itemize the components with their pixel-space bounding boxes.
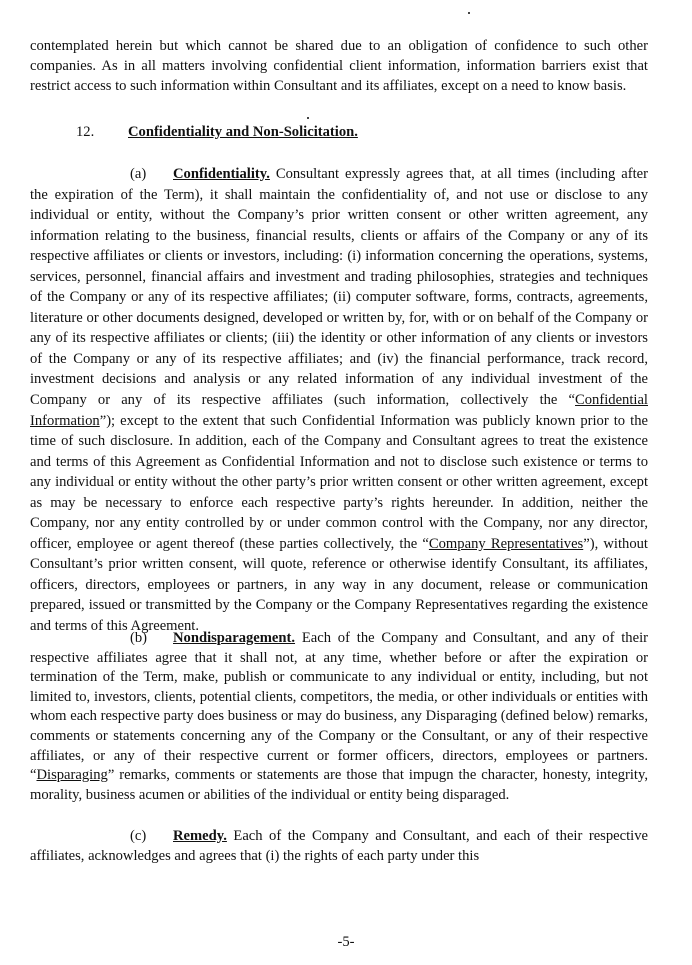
paragraph-c-heading: Remedy. xyxy=(173,828,227,844)
defined-term: Disparaging xyxy=(36,767,108,784)
page-number: -5- xyxy=(337,934,355,950)
paragraph-a-text: ”); except to the extent that such Confidential Information was publicly known prior to the time of such disclosure. In addition, each of the Company and Consultant agrees to treat the existence and terms of this Agreement as Confidential Information and not to disclose such existence or terms to any individual or entity without the other party’s prior written consent or other written agreement, except as may be necessary to enforce each respective party’s rights hereunder. In addition, neither the Company, nor any entity controlled by or under common control with the Company, nor any director, officer, employee or agent thereof (these parties collectively, the “ xyxy=(30,412,648,552)
paragraph-a-label: (a) xyxy=(130,166,147,182)
paragraph-a-text: Consultant expressly agrees that, at all times (including after the expiration of the Term), it shall maintain the confidentiality of, and not use or disclose to any individual or entity, without the Company’s prior written consent or other written agreement, any information relating to the business, financial results, clients or affairs of the Company or any of its respective affiliates or clients or investors, including: (i) information concerning the operations, systems, services, personnel, financial affairs and investment and trading philosophies, strategies and techniques of the Company or any of its respective affiliates; (ii) computer software, forms, contracts, agreements, literature or other documents designed, developed or written by, for, with or on behalf of the Company or any of its respective affiliates or clients; (iii) the identity or other information of any clients or investors of the Company or any of its respective affiliates; and (iv) the financial performance, track record, investment decisions and analysis or any related information of any individual investment of the Company or any of its respective affiliates (such information, collectively the “ xyxy=(30,166,648,409)
paragraph-a-text: ”), without Consultant’s prior written consent, will quote, reference or otherwise identify Consultant, its affiliates, officers, directors, employees or partners, in any way in any document, release or communication prepared, issued or transmitted by the Company or the Company Representatives regarding the existence and terms of this Agreement. xyxy=(30,535,648,635)
defined-term: Company Representatives xyxy=(428,535,584,552)
paragraph-a-heading: Confidentiality. xyxy=(173,166,270,182)
scan-speck xyxy=(307,117,309,119)
paragraph-a xyxy=(30,164,648,637)
paragraph-b xyxy=(30,629,648,805)
paragraph-b-text: ” remarks, comments or statements are those that impugn the character, honesty, integrity, morality, business acumen or abilities of the individual or entity being disparaged. xyxy=(30,767,648,803)
paragraph-c-label: (c) xyxy=(130,828,147,844)
paragraph-b-label: (b) xyxy=(130,630,148,646)
section-heading xyxy=(30,122,648,142)
intro-paragraph: contemplated herein but which cannot be shared due to an obligation of confidence to such other companies. As in all matters involving confidential client information, information barriers exist that restrict access to such information within Consultant and its affiliates, except on a need to know basis. xyxy=(30,38,648,95)
defined-term: Confidential Information xyxy=(30,392,648,429)
section-number: 12. xyxy=(76,124,95,140)
paragraph-b-heading: Nondisparagement. xyxy=(173,630,296,646)
paragraph-b-text: Each of the Company and Consultant, and any of their respective affiliates agree that it shall not, at any time, whether before or after the expiration or termination of the Term, make, publish or communicate to any individual or entity, including, but not limited to, investors, clients, potential clients, competitors, the media, or other individuals or entities with whom each respective party does business or may do business, any Disparaging (defined below) remarks, comments or statements concerning any of the Company or the Consultant, or any of their respective affiliates, or any of their respective current or former officers, directors, employees or partners. “ xyxy=(30,630,648,784)
paragraph-c xyxy=(30,826,648,866)
scan-speck xyxy=(468,12,470,14)
section-title: Confidentiality and Non-Solicitation. xyxy=(128,124,358,140)
paragraph-c-text: Each of the Company and Consultant, and each of their respective affiliates, acknowledges and agrees that (i) the rights of each party under this xyxy=(30,828,648,865)
